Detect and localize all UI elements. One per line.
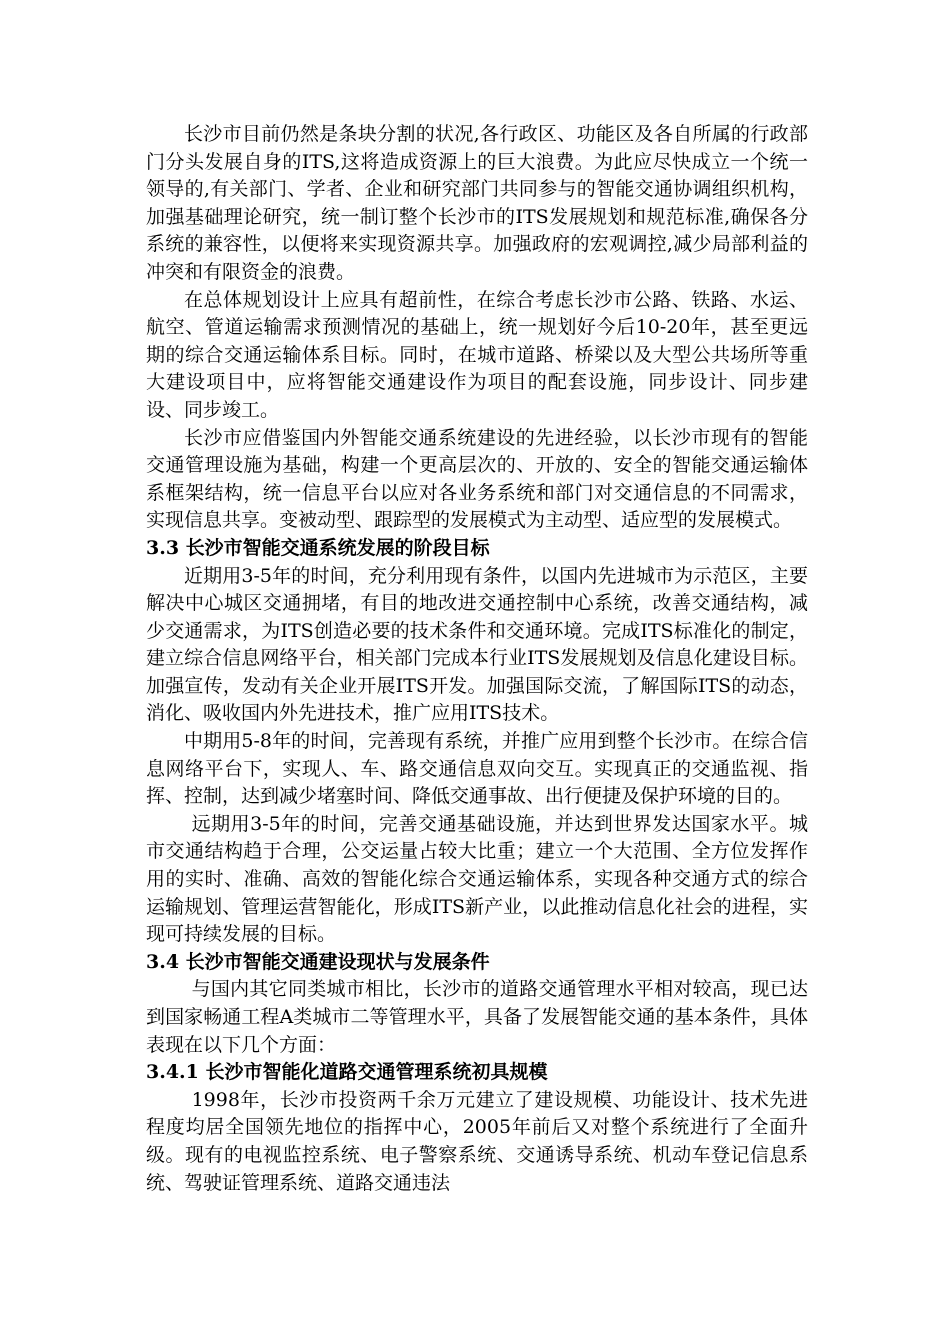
paragraph-long-term: 远期用3-5年的时间，完善交通基础设施，并达到世界发达国家水平。城市交通结构趋于合理，公交运量占较大比重；建立一个大范围、全方位发挥作用的实时、准确、高效的智能化综合交通运输体系，实现各种交通方式的综合运输规划、管理运营智能化，形成ITS新产业，以此推动信息化社会的进程，实现可持续发展的目标。 — [146, 812, 808, 946]
paragraph-near-term: 近期用3-5年的时间，充分利用现有条件，以国内先进城市为示范区，主要解决中心城区交通拥堵，有目的地改进交通控制中心系统，改善交通结构，减少交通需求，为ITS创造必要的技术条件和交通环境。完成ITS标准化的制定，建立综合信息网络平台，相关部门完成本行业ITS发展规划及信息化建设目标。加强宣传，发动有关企业开展ITS开发。加强国际交流，了解国际ITS的动态，消化、吸收国内外先进技术，推广应用ITS技术。 — [146, 564, 808, 725]
document-page — [146, 121, 808, 1197]
paragraph-intro-2: 在总体规划设计上应具有超前性，在综合考虑长沙市公路、铁路、水运、航空、管道运输需求预测情况的基础上，统一规划好今后10-20年，甚至更远期的综合交通运输体系目标。同时，在城市道路、桥梁以及大型公共场所等重大建设项目中，应将智能交通建设作为项目的配套设施，同步设计、同步建设、同步竣工。 — [146, 288, 808, 421]
paragraph-management-system: 1998年，长沙市投资两千余万元建立了建设规模、功能设计、技术先进程度均居全国领先地位的指挥中心，2005年前后又对整个系统进行了全面升级。现有的电视监控系统、电子警察系统、交通诱导系统、机动车登记信息系统、驾驶证管理系统、道路交通违法 — [146, 1088, 808, 1194]
section-3-4-heading: 3.4 长沙市智能交通建设现状与发展条件 — [146, 950, 490, 973]
paragraph-intro-1: 长沙市目前仍然是条块分割的状况,各行政区、功能区及各自所属的行政部门分头发展自身的ITS,这将造成资源上的巨大浪费。为此应尽快成立一个统一领导的,有关部门、学者、企业和研究部门共同参与的智能交通协调组织机构，加强基础理论研究，统一制订整个长沙市的ITS发展规划和规范标准,确保各分系统的兼容性，以便将来实现资源共享。加强政府的宏观调控,减少局部利益的冲突和有限资金的浪费。 — [146, 123, 808, 283]
paragraph-status: 与国内其它同类城市相比，长沙市的道路交通管理水平相对较高，现已达到国家畅通工程A类城市二等管理水平，具备了发展智能交通的基本条件，具体表现在以下几个方面： — [146, 978, 808, 1056]
section-3-4-1-heading: 3.4.1 长沙市智能化道路交通管理系统初具规模 — [146, 1061, 548, 1084]
paragraph-mid-term: 中期用5-8年的时间，完善现有系统，并推广应用到整个长沙市。在综合信息网络平台下，实现人、车、路交通信息双向交互。实现真正的交通监视、指挥、控制，达到减少堵塞时间、降低交通事故、出行便捷及保护环境的目的。 — [146, 730, 808, 808]
section-3-3-heading: 3.3 长沙市智能交通系统发展的阶段目标 — [146, 536, 490, 559]
paragraph-intro-3: 长沙市应借鉴国内外智能交通系统建设的先进经验，以长沙市现有的智能交通管理设施为基础，构建一个更高层次的、开放的、安全的智能交通运输体系框架结构，统一信息平台以应对各业务系统和部门对交通信息的不同需求，实现信息共享。变被动型、跟踪型的发展模式为主动型、适应型的发展模式。 — [146, 426, 808, 532]
